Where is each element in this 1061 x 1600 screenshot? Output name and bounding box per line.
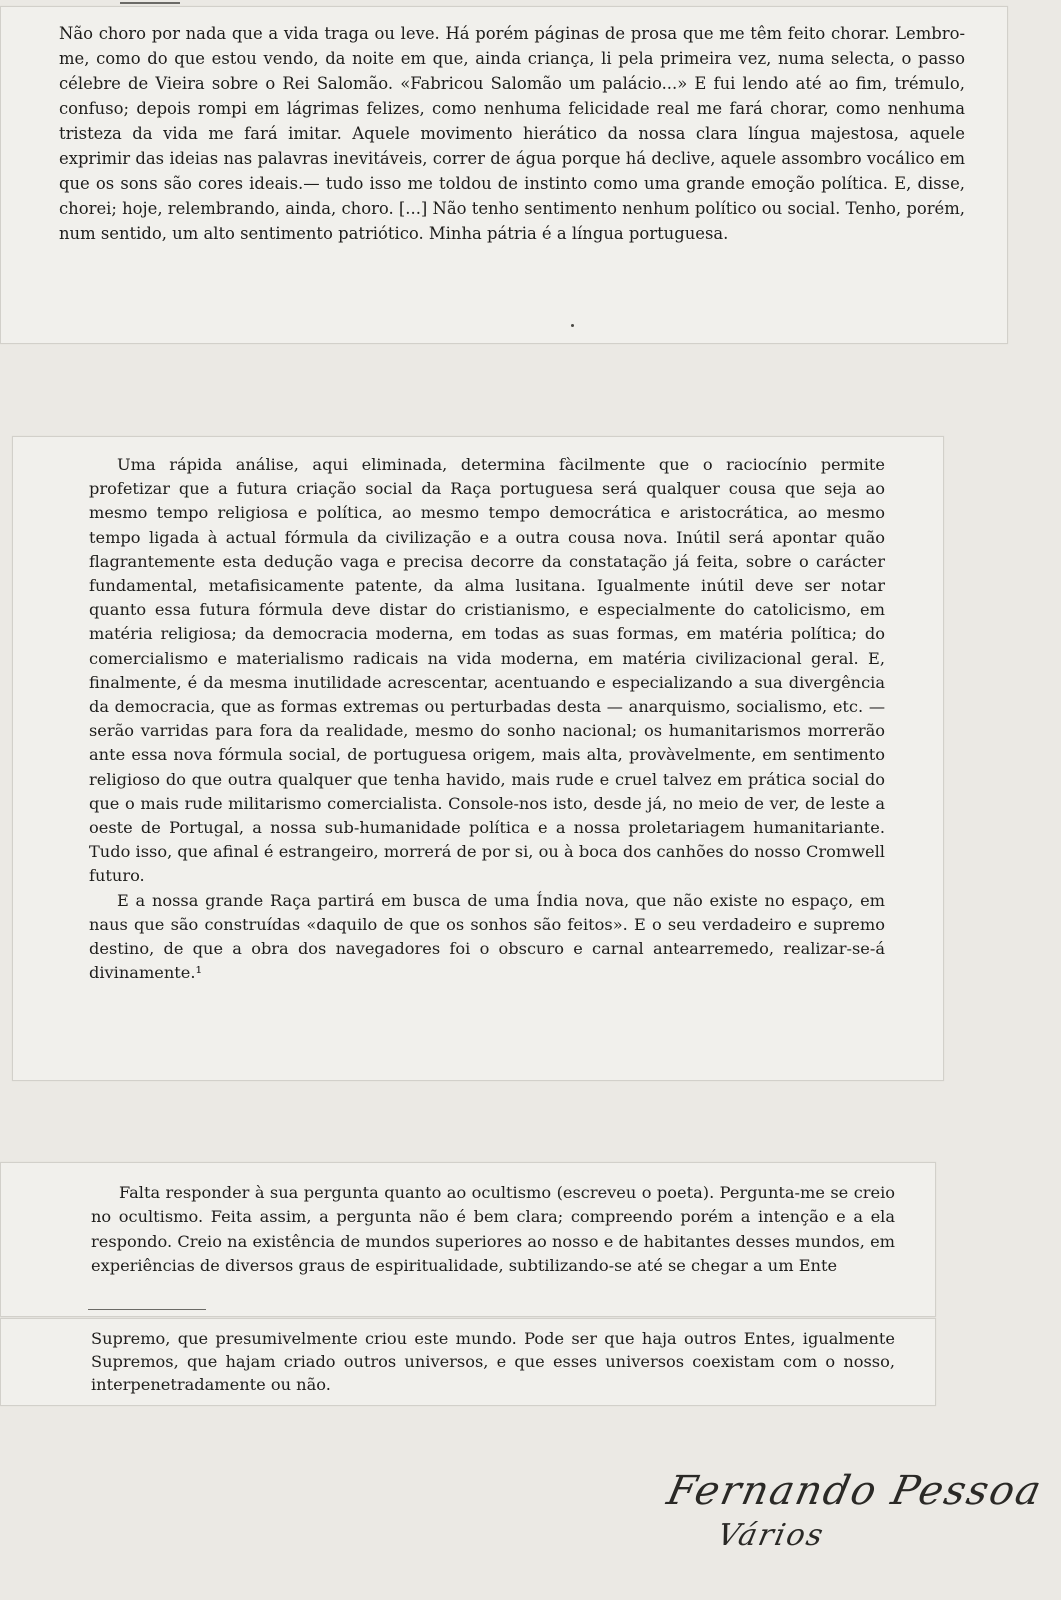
divider (88, 1309, 206, 1310)
clipping-4 (0, 1318, 936, 1406)
ink-dot (571, 324, 574, 327)
paragraph: Não choro por nada que a vida traga ou leve. Há porém páginas de prosa que me têm feito chorar. Lembro-me, como do que estou vendo, da noite em que, ainda criança, li pela primeira vez, numa selecta, o passo célebre de Vieira sobre o Rei Salomão. «Fabricou Salomão um palácio...» E fui lendo até ao fim, trémulo, confuso; depois rompi em lágrimas felizes, como nenhuma felicidade real me fará chorar, como nenhuma tristeza da vida me fará imitar. Aquele movimento hierático da nossa clara língua majestosa, aquele exprimir das ideias nas palavras inevitáveis, correr de água porque há declive, aquele assombro vocálico em que os sons são cores ideais.— tudo isso me toldou de instinto como uma grande emoção política. E, disse, chorei; hoje, relembrando, ainda, choro. [...] Não tenho sentimento nenhum político ou social. Tenho, porém, num sentido, um alto sentimento patriótico. Minha pátria é a língua portuguesa. (59, 24, 965, 243)
paragraph: Falta responder à sua pergunta quanto ao ocultismo (escreveu o poeta). Pergunta-me se creio no ocultismo. Feita assim, a pergunta não é bem clara; compreendo porém a intenção e a ela respondo. Creio na existência de mundos superiores ao nosso e de habitantes desses mundos, em experiências de diversos graus de espiritualidade, subtilizando-se até se chegar a um Ente (91, 1183, 895, 1276)
handwritten-note: Vários (714, 1518, 828, 1553)
paragraph: Uma rápida análise, aqui eliminada, determina fàcilmente que o raciocínio permite profetizar que a futura criação social da Raça portuguesa será qualquer cousa que seja ao mesmo tempo religiosa e política, ao mesmo tempo democrática e aristocrática, ao mesmo tempo ligada à actual fórmula da civilização e a outra cousa nova. Inútil será apontar quão flagrantemente esta dedução vaga e precisa decorre da constatação já feita, sobre o carácter fundamental, metafisicamente patente, da alma lusitana. Igualmente inútil deve ser notar quanto essa futura fórmula deve distar do cristianismo, e especialmente do catolicismo, em matéria religiosa; da democracia moderna, em todas as suas formas, em matéria política; do comercialismo e materialismo radicais na vida moderna, em matéria civilizacional geral. E, finalmente, é da mesma inutilidade acrescentar, acentuando e especializando a sua divergência da democracia, que as formas extremas ou perturbadas desta — anarquismo, socialismo, etc. — serão varridas para fora da realidade, mesmo do sonho nacional; os humanitarismos morrerão ante essa nova fórmula social, de portuguesa origem, mais alta, provàvelmente, em sentimento religioso do que outra qualquer que tenha havido, mais rude e cruel talvez em prática social do que o mais rude militarismo comercialista. Console-nos isto, desde já, no meio de ver, de leste a oeste de Portugal, a nossa sub-humanidade política e a nossa proletariagem humanitariante. Tudo isso, que afinal é estrangeiro, morrerá de por si, ou à boca dos canhões do nosso Cromwell futuro. (89, 455, 885, 886)
clipping-2 (12, 436, 944, 1081)
clipping-1 (0, 6, 1008, 344)
paragraph: Supremo, que presumivelmente criou este mundo. Pode ser que haja outros Entes, igualmente Supremos, que hajam criado outros universos, e que esses universos coexistam com o nosso, interpenetradamente ou não. (91, 1329, 895, 1394)
paragraph: E a nossa grande Raça partirá em busca de uma Índia nova, que não existe no espaço, em naus que são construídas «daquilo de que os sonhos são feitos». E o seu verdadeiro e supremo destino, de que a obra dos navegadores foi o obscuro e carnal antearremedo, realizar-se-á divinamente.¹ (89, 890, 885, 983)
clipping-3 (0, 1162, 936, 1317)
handwritten-signature: Fernando Pessoa (663, 1468, 1047, 1514)
divider (120, 2, 180, 4)
